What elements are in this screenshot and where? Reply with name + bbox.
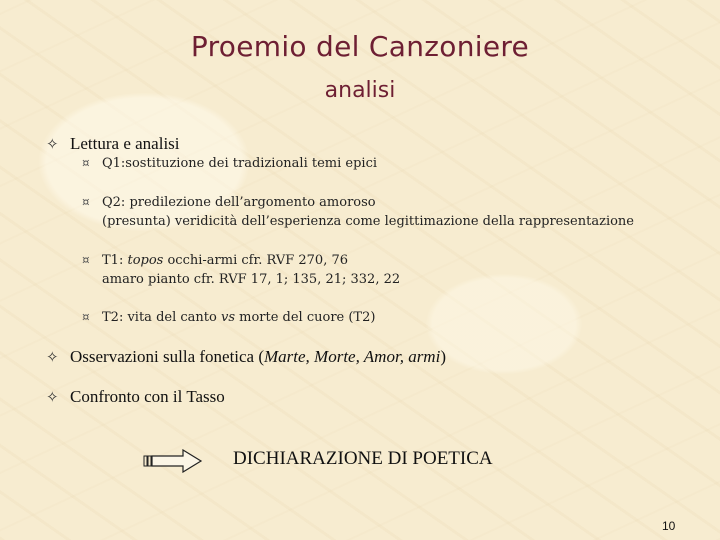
right-arrow-icon [143,449,203,473]
list-item-confronto [46,387,225,407]
declaration-text: DICHIARAZIONE DI POETICA [233,448,493,469]
list-item-label: Osservazioni sulla fonetica ( [70,347,265,366]
slide-subtitle: analisi [324,78,396,103]
sub-item-text: Q2: predilezione dell’argomento amoroso [102,195,376,210]
page-number: 10 [662,519,676,533]
sub-item-text-pre: T2: vita del canto [102,310,221,325]
sub-item-q2 [82,193,634,231]
list-item-lettura [46,134,180,154]
sub-item-text-pre: T1: [102,253,128,268]
sub-item-text-italic: topos [127,253,164,268]
list-item-label: Confronto con il Tasso [70,387,225,406]
sub-item-text-post: occhi-armi cfr. RVF 270, 76 [163,253,348,268]
currency-sign-icon: ¤ [82,195,90,209]
four-pointed-star-icon: ✧ [46,137,59,153]
sub-item-text-post: morte del cuore (T2) [234,310,376,325]
slide-title: Proemio del Canzoniere [190,30,530,63]
currency-sign-icon: ¤ [82,253,90,267]
list-item-label-italic: Marte, Morte, Amor, armi [264,347,441,366]
currency-sign-icon: ¤ [82,310,90,324]
sub-item-text: Q1:sostituzione dei tradizionali temi epici [102,156,378,171]
four-pointed-star-icon: ✧ [46,350,59,366]
sub-item-text-line2: (presunta) veridicità dell’esperienza come legittimazione della rappresentazione [102,214,634,229]
sub-item-q1 [82,154,377,173]
four-pointed-star-icon: ✧ [46,390,59,406]
list-item-label: Lettura e analisi [70,134,180,153]
sub-item-t2 [82,308,375,327]
currency-sign-icon: ¤ [82,156,90,170]
list-item-osservazioni [46,347,446,367]
sub-item-t1 [82,251,400,289]
sub-item-text-italic: vs [220,310,235,325]
list-item-label-after: ) [440,347,446,366]
sub-item-text-line2: amaro pianto cfr. RVF 17, 1; 135, 21; 332, 22 [102,272,401,287]
